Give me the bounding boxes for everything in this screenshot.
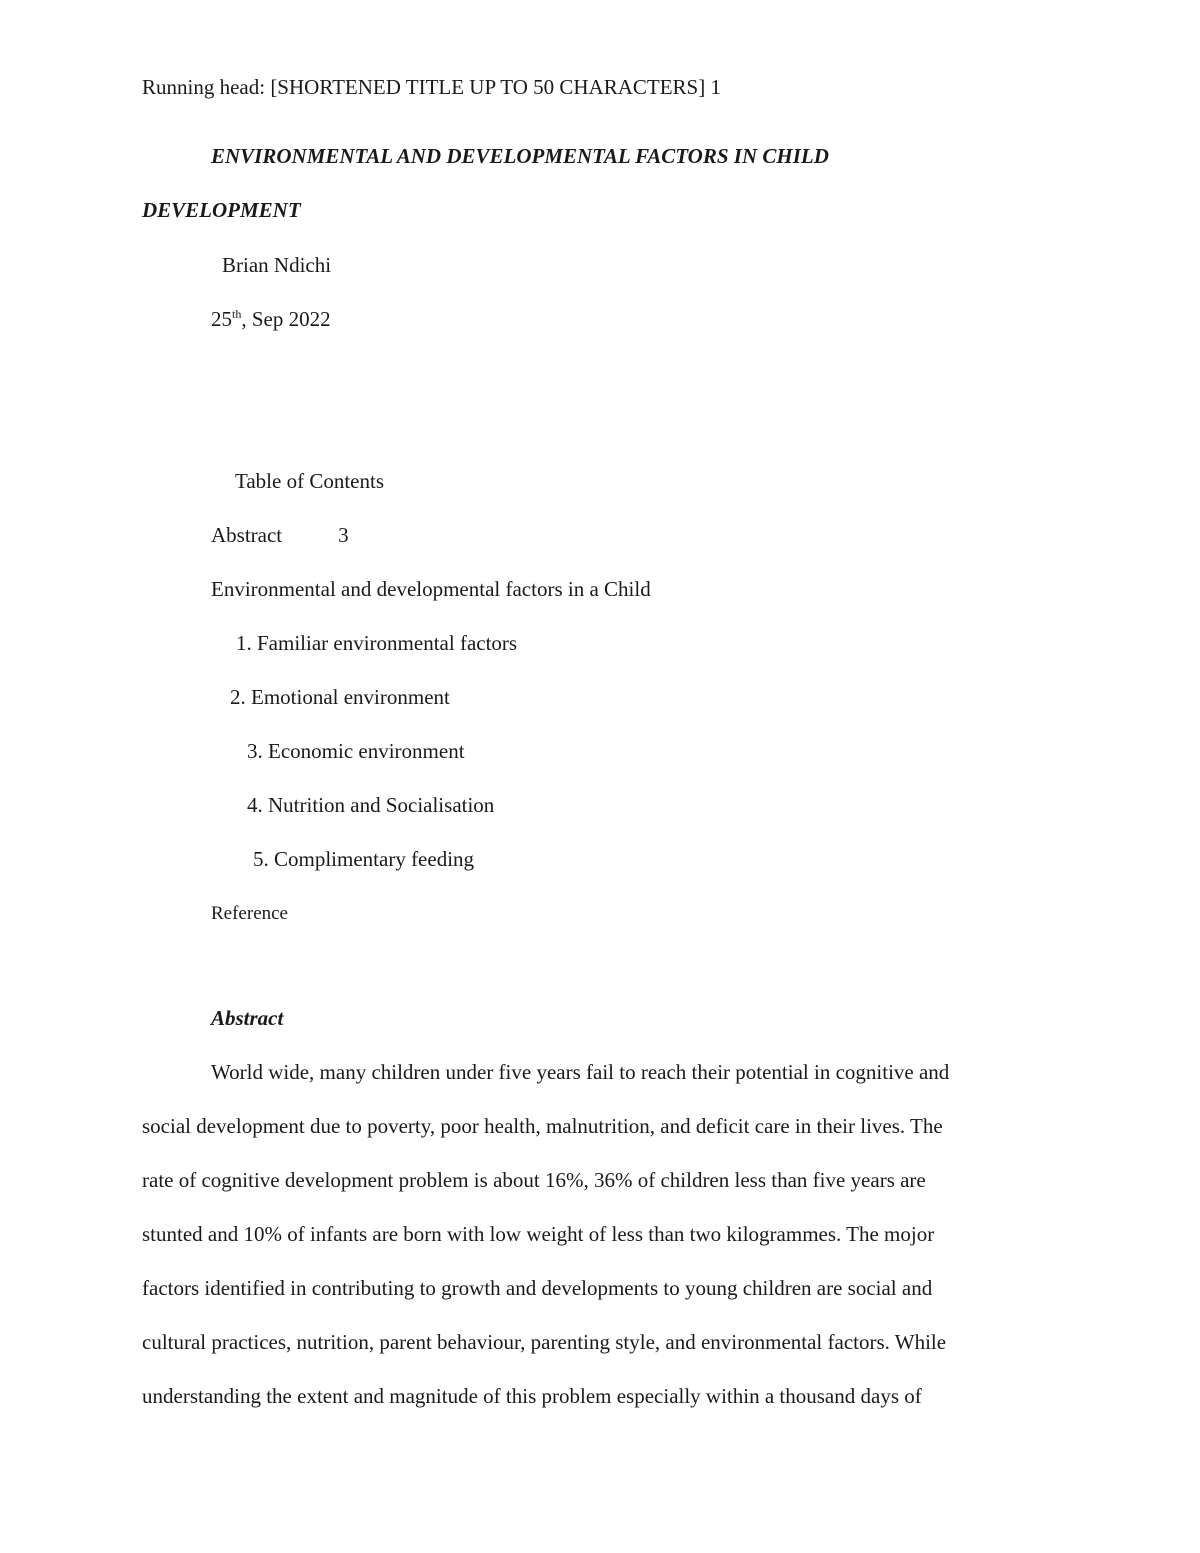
toc-reference: Reference [211,903,288,924]
date-day: 25 [211,307,232,331]
title-line-1: ENVIRONMENTAL AND DEVELOPMENTAL FACTORS IN CHILD [211,144,829,168]
abstract-heading: Abstract [211,1006,284,1030]
toc-item: 5. Complimentary feeding [253,847,475,871]
toc-abstract-label: Abstract [211,523,283,547]
toc-item: 1. Familiar environmental factors [236,631,518,655]
toc-item: 2. Emotional environment [230,685,450,709]
running-head: Running head: [SHORTENED TITLE UP TO 50 CHARACTERS] 1 [142,75,721,99]
toc-abstract-page: 3 [338,523,349,547]
abstract-line: rate of cognitive development problem is about 16%, 36% of children less than five years are [142,1168,926,1192]
abstract-line: stunted and 10% of infants are born with low weight of less than two kilogrammes. The mojor [142,1222,935,1246]
abstract-line: understanding the extent and magnitude of this problem especially within a thousand days of [142,1384,922,1408]
author-name: Brian Ndichi [222,253,332,277]
toc-item: 4. Nutrition and Socialisation [247,793,495,817]
abstract-line: World wide, many children under five years fail to reach their potential in cognitive and [211,1060,950,1084]
date [211,306,331,332]
toc-section-title: Environmental and developmental factors in a Child [211,577,651,601]
date-suffix: th [232,307,242,321]
date-rest: , Sep 2022 [241,307,331,331]
abstract-line: social development due to poverty, poor health, malnutrition, and deficit care in their lives. The [142,1114,943,1138]
toc-heading: Table of Contents [235,469,384,493]
title-line-2: DEVELOPMENT [142,198,301,222]
abstract-line: factors identified in contributing to growth and developments to young children are social and [142,1276,933,1300]
toc-abstract-entry [211,522,349,548]
abstract-line: cultural practices, nutrition, parent behaviour, parenting style, and environmental factors. While [142,1330,947,1354]
toc-item: 3. Economic environment [247,739,465,763]
